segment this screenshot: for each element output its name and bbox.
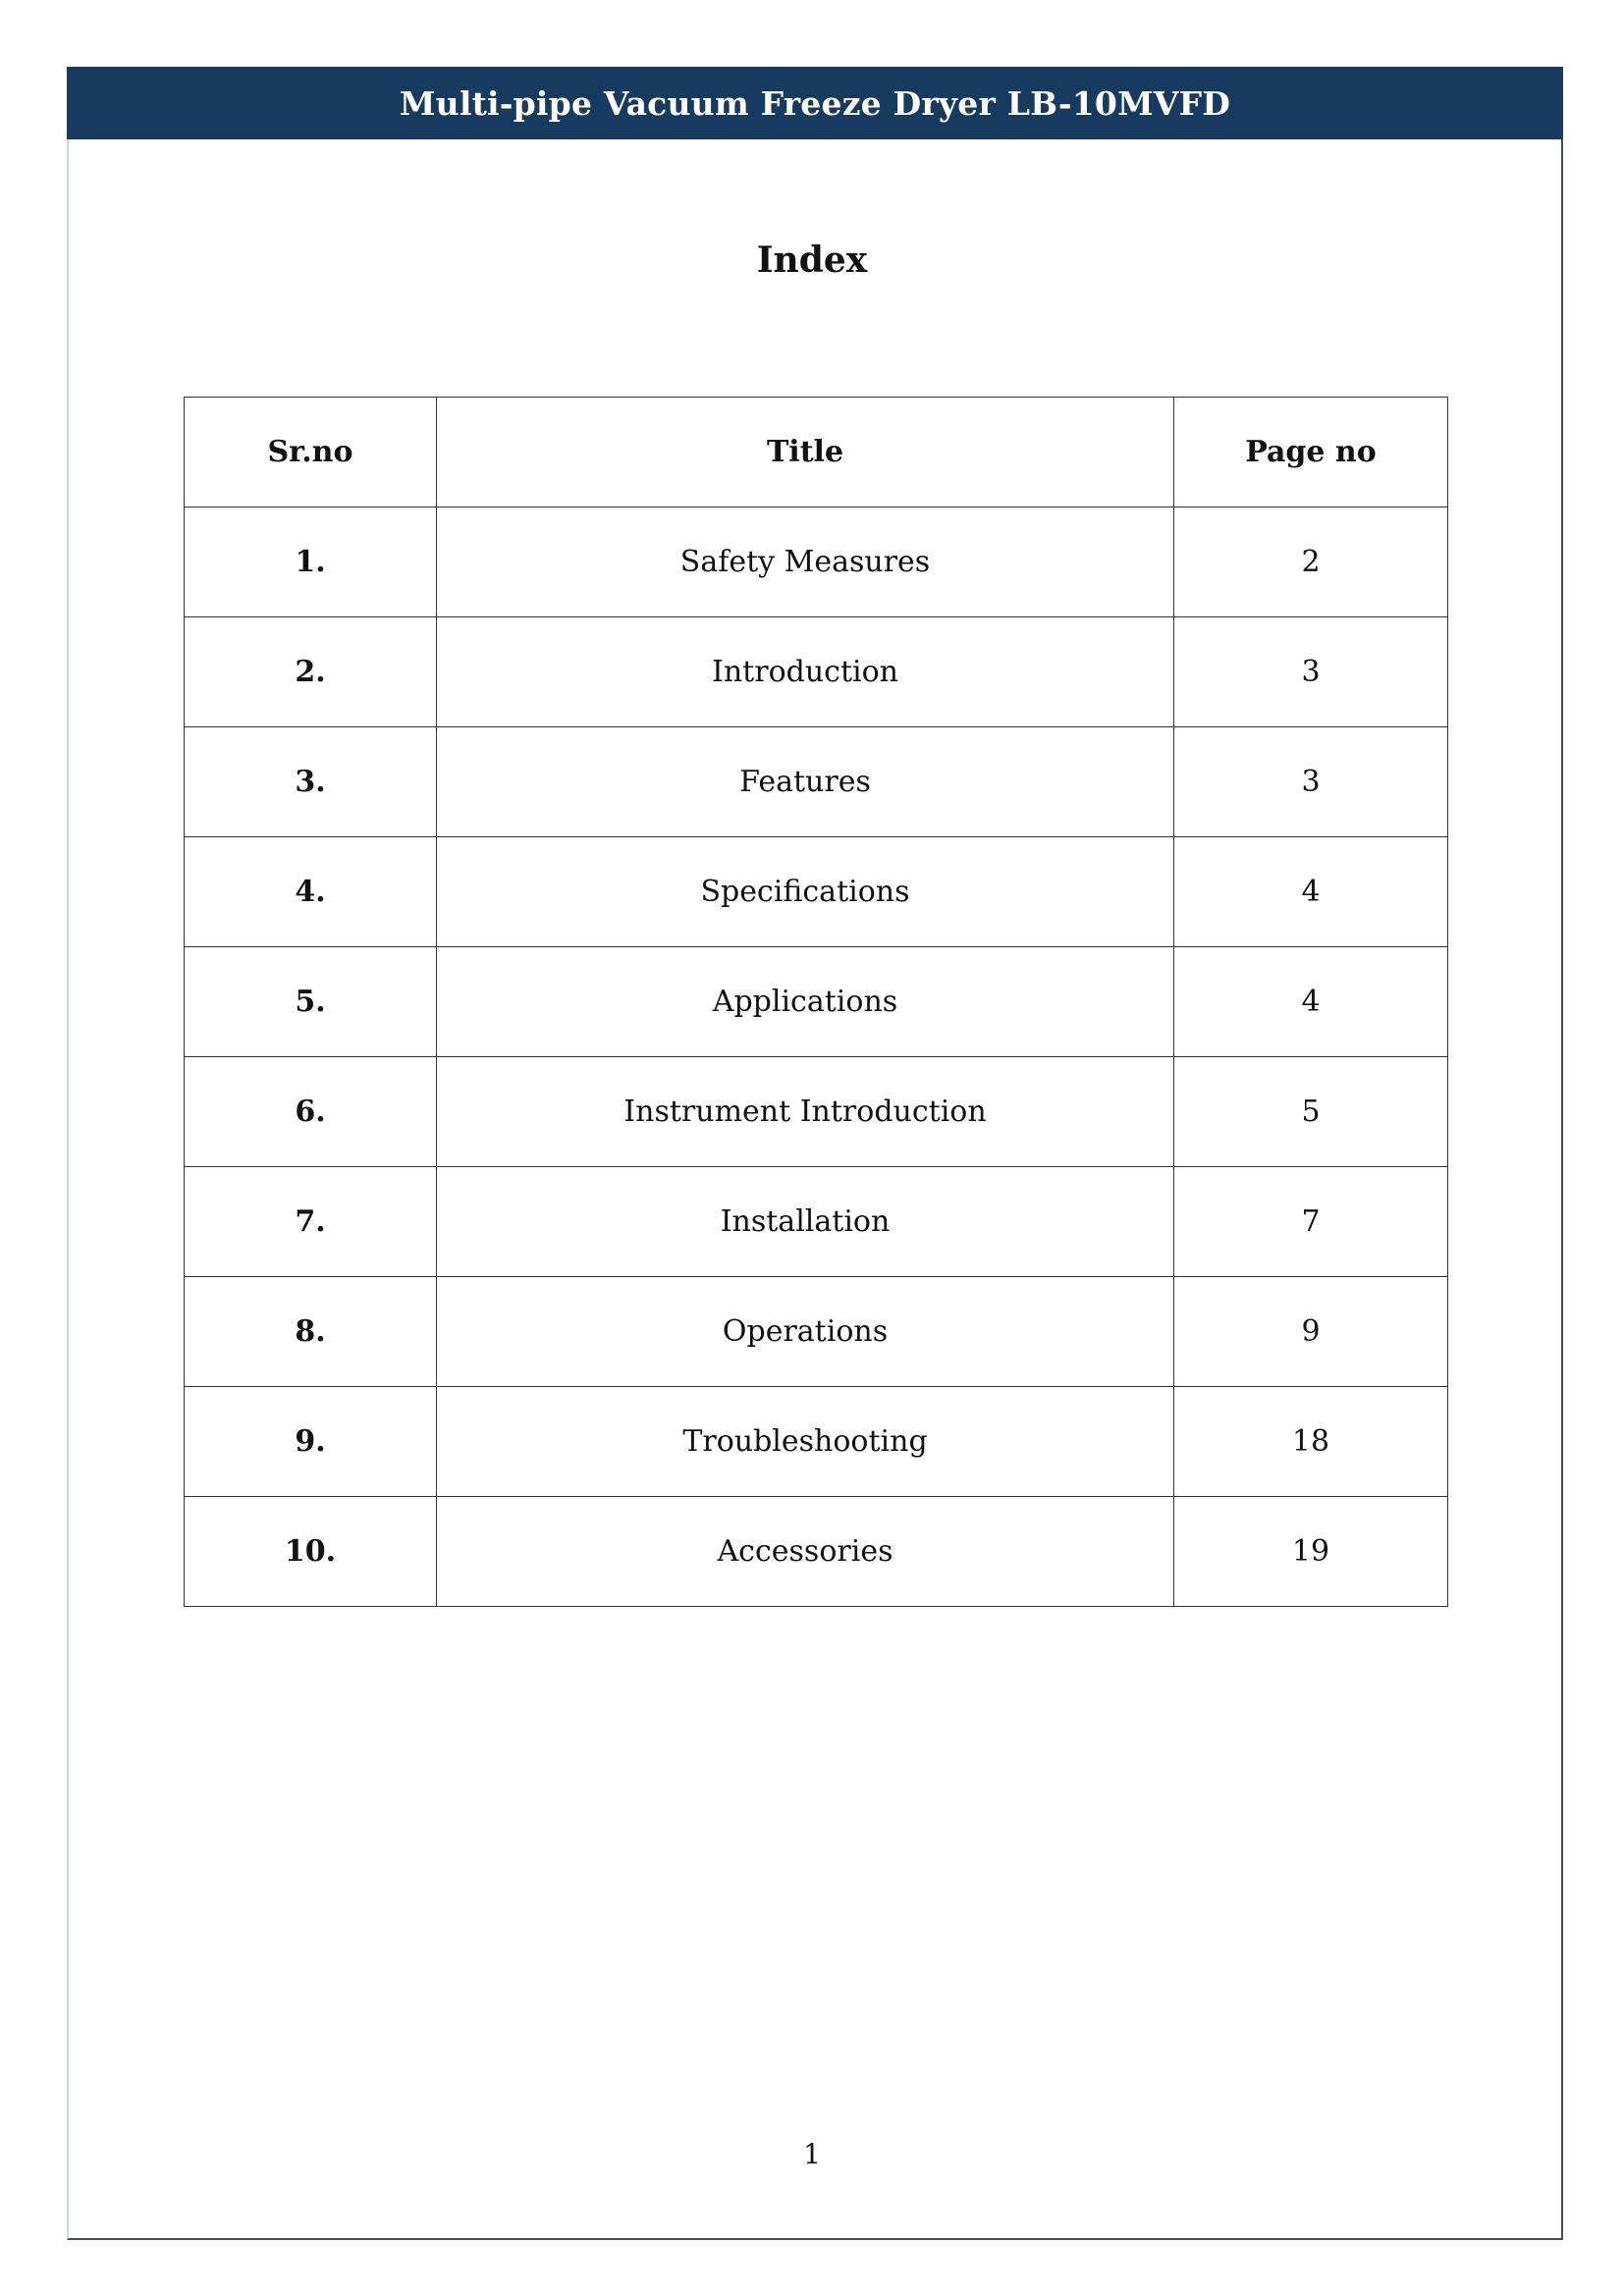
row-title: Instrument Introduction bbox=[437, 1057, 1174, 1167]
row-srno: 2. bbox=[185, 617, 437, 727]
row-title: Safety Measures bbox=[437, 507, 1174, 617]
row-title: Features bbox=[437, 727, 1174, 837]
row-srno: 6. bbox=[185, 1057, 437, 1167]
row-page: 19 bbox=[1174, 1497, 1448, 1607]
document-title: Multi-pipe Vacuum Freeze Dryer LB-10MVFD bbox=[399, 83, 1231, 123]
table-row bbox=[185, 1057, 1448, 1167]
table-row bbox=[185, 507, 1448, 617]
table-row bbox=[185, 1167, 1448, 1277]
table-row bbox=[185, 1497, 1448, 1607]
row-page: 18 bbox=[1174, 1387, 1448, 1497]
row-title: Operations bbox=[437, 1277, 1174, 1387]
row-title: Applications bbox=[437, 947, 1174, 1057]
row-srno: 9. bbox=[185, 1387, 437, 1497]
row-srno: 3. bbox=[185, 727, 437, 837]
table-row bbox=[185, 617, 1448, 727]
row-page: 3 bbox=[1174, 617, 1448, 727]
row-srno: 10. bbox=[185, 1497, 437, 1607]
row-srno: 5. bbox=[185, 947, 437, 1057]
row-title: Specifications bbox=[437, 837, 1174, 947]
row-page: 2 bbox=[1174, 507, 1448, 617]
row-page: 5 bbox=[1174, 1057, 1448, 1167]
table-row bbox=[185, 947, 1448, 1057]
row-page: 4 bbox=[1174, 837, 1448, 947]
row-page: 4 bbox=[1174, 947, 1448, 1057]
document-header bbox=[67, 67, 1563, 139]
index-table bbox=[184, 397, 1448, 1607]
table-row bbox=[185, 1387, 1448, 1497]
row-title: Troubleshooting bbox=[437, 1387, 1174, 1497]
table-header-row bbox=[185, 398, 1448, 507]
row-srno: 4. bbox=[185, 837, 437, 947]
page-number: 1 bbox=[803, 2138, 821, 2170]
column-header-page: Page no bbox=[1174, 398, 1448, 507]
table-row bbox=[185, 727, 1448, 837]
row-srno: 1. bbox=[185, 507, 437, 617]
row-title: Installation bbox=[437, 1167, 1174, 1277]
table-row bbox=[185, 1277, 1448, 1387]
row-page: 7 bbox=[1174, 1167, 1448, 1277]
row-srno: 7. bbox=[185, 1167, 437, 1277]
table-row bbox=[185, 837, 1448, 947]
index-heading: Index bbox=[756, 240, 868, 281]
row-srno: 8. bbox=[185, 1277, 437, 1387]
row-title: Introduction bbox=[437, 617, 1174, 727]
row-page: 3 bbox=[1174, 727, 1448, 837]
row-title: Accessories bbox=[437, 1497, 1174, 1607]
row-page: 9 bbox=[1174, 1277, 1448, 1387]
column-header-title: Title bbox=[437, 398, 1174, 507]
column-header-srno: Sr.no bbox=[185, 398, 437, 507]
